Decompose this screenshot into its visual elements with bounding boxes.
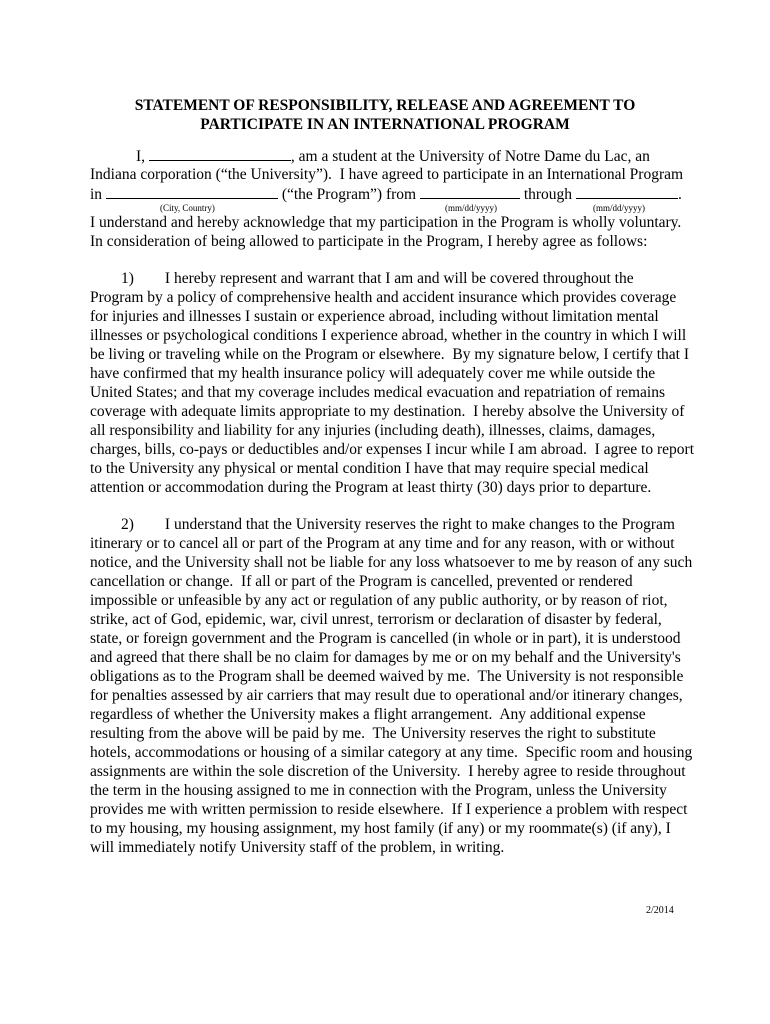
- student-name-field[interactable]: [149, 146, 291, 161]
- intro-program-from: (“the Program”) from: [277, 186, 420, 203]
- para2-line: notice, and the University shall not be liable for any loss whatsoever to me by reason of any such: [90, 554, 693, 571]
- intro-line-4: I understand and hereby acknowledge that my participation in the Program is wholly voluntary.: [90, 214, 682, 231]
- city-country-caption: (City, Country): [160, 203, 215, 213]
- intro-in: in: [90, 186, 106, 203]
- para1-line: charges, bills, co-pays or deductibles and/or expenses I incur while I am abroad. I agree to report: [90, 441, 695, 458]
- para2-line: strike, act of God, epidemic, war, civil unrest, terrorism or declaration of disaster by federal,: [90, 611, 662, 628]
- start-date-caption: (mm/dd/yyyy): [445, 203, 497, 213]
- revision-date: 2/2014: [646, 905, 674, 916]
- intro-line-1: [136, 146, 650, 166]
- intro-line-3: [90, 184, 682, 204]
- city-country-field[interactable]: [106, 184, 278, 199]
- para2-line: regardless of whether the University makes a flight arrangement. Any additional expense: [90, 706, 646, 723]
- para2-line: itinerary or to cancel all or part of the Program at any time and for any reason, with or without: [90, 535, 675, 552]
- para1-line: attention or accommodation during the Program at least thirty (30) days prior to departure.: [90, 479, 652, 496]
- para1-line: for injuries and illnesses I sustain or experience abroad, including without limitation mental: [90, 308, 659, 325]
- para2-line: for penalties assessed by air carriers that may result due to operational and/or itinerary changes,: [90, 687, 683, 704]
- para1-line: be living or traveling while on the Program or elsewhere. By my signature below, I certify that I: [90, 346, 690, 363]
- para1-line: coverage with adequate limits appropriate to my destination. I hereby absolve the University of: [90, 403, 685, 420]
- intro-prefix: I,: [136, 148, 149, 165]
- para2-line: cancellation or change. If all or part of the Program is cancelled, prevented or rendered: [90, 573, 633, 590]
- intro-line-2: Indiana corporation (“the University”). I have agreed to participate in an International Program: [90, 166, 684, 183]
- para1-line: United States; and that my coverage includes medical evacuation and repatriation of remains: [90, 384, 666, 401]
- para1-line: all responsibility and liability for any injuries (including death), illnesses, claims, damages,: [90, 422, 656, 439]
- para2-line: 2) I understand that the University reserves the right to make changes to the Program: [90, 516, 675, 533]
- document-title-line-2: PARTICIPATE IN AN INTERNATIONAL PROGRAM: [200, 116, 570, 133]
- para2-line: will immediately notify University staff of the problem, in writing.: [90, 839, 505, 856]
- para2-line: impossible or unfeasible by any act or regulation of any public authority, or by reason of riot,: [90, 592, 668, 609]
- para2-line: to my housing, my housing assignment, my host family (if any) or my roommate(s) (if any), I: [90, 820, 671, 837]
- para1-line: illnesses or psychological conditions I experience abroad, whether in the country in which I will: [90, 327, 687, 344]
- intro-period: .: [677, 186, 682, 203]
- start-date-field[interactable]: [420, 184, 520, 199]
- intro-through: through: [519, 186, 576, 203]
- para2-line: hotels, accommodations or housing of a similar category at any time. Specific room and housing: [90, 744, 693, 761]
- para2-line: assignments are within the sole discretion of the University. I hereby agree to reside throughout: [90, 763, 686, 780]
- document-title-line-1: STATEMENT OF RESPONSIBILITY, RELEASE AND AGREEMENT TO: [134, 97, 636, 114]
- para2-line: the term in the housing assigned to me in connection with the Program, unless the University: [90, 782, 667, 799]
- end-date-field[interactable]: [576, 184, 678, 199]
- para1-line: 1) I hereby represent and warrant that I am and will be covered throughout the: [90, 270, 634, 287]
- para1-line: to the University any physical or mental condition I have that may require special medical: [90, 460, 649, 477]
- end-date-caption: (mm/dd/yyyy): [593, 203, 645, 213]
- para2-line: resulting from the above will be paid by me. The University reserves the right to substitute: [90, 725, 656, 742]
- para1-line: Program by a policy of comprehensive health and accident insurance which provides coverage: [90, 289, 677, 306]
- intro-line-5: In consideration of being allowed to participate in the Program, I hereby agree as follows:: [90, 233, 648, 250]
- para1-line: have confirmed that my health insurance policy will adequately cover me while outside the: [90, 365, 656, 382]
- para2-line: and agreed that there shall be no claim for damages by me or on my behalf and the University's: [90, 649, 681, 666]
- intro-rest: , am a student at the University of Notre Dame du Lac, an: [290, 148, 650, 165]
- para2-line: provides me with written permission to reside elsewhere. If I experience a problem with respect: [90, 801, 688, 818]
- para2-line: state, or foreign government and the Program is cancelled (in whole or in part), it is understood: [90, 630, 681, 647]
- para2-line: obligations as to the Program shall be deemed waived by me. The University is not responsible: [90, 668, 684, 685]
